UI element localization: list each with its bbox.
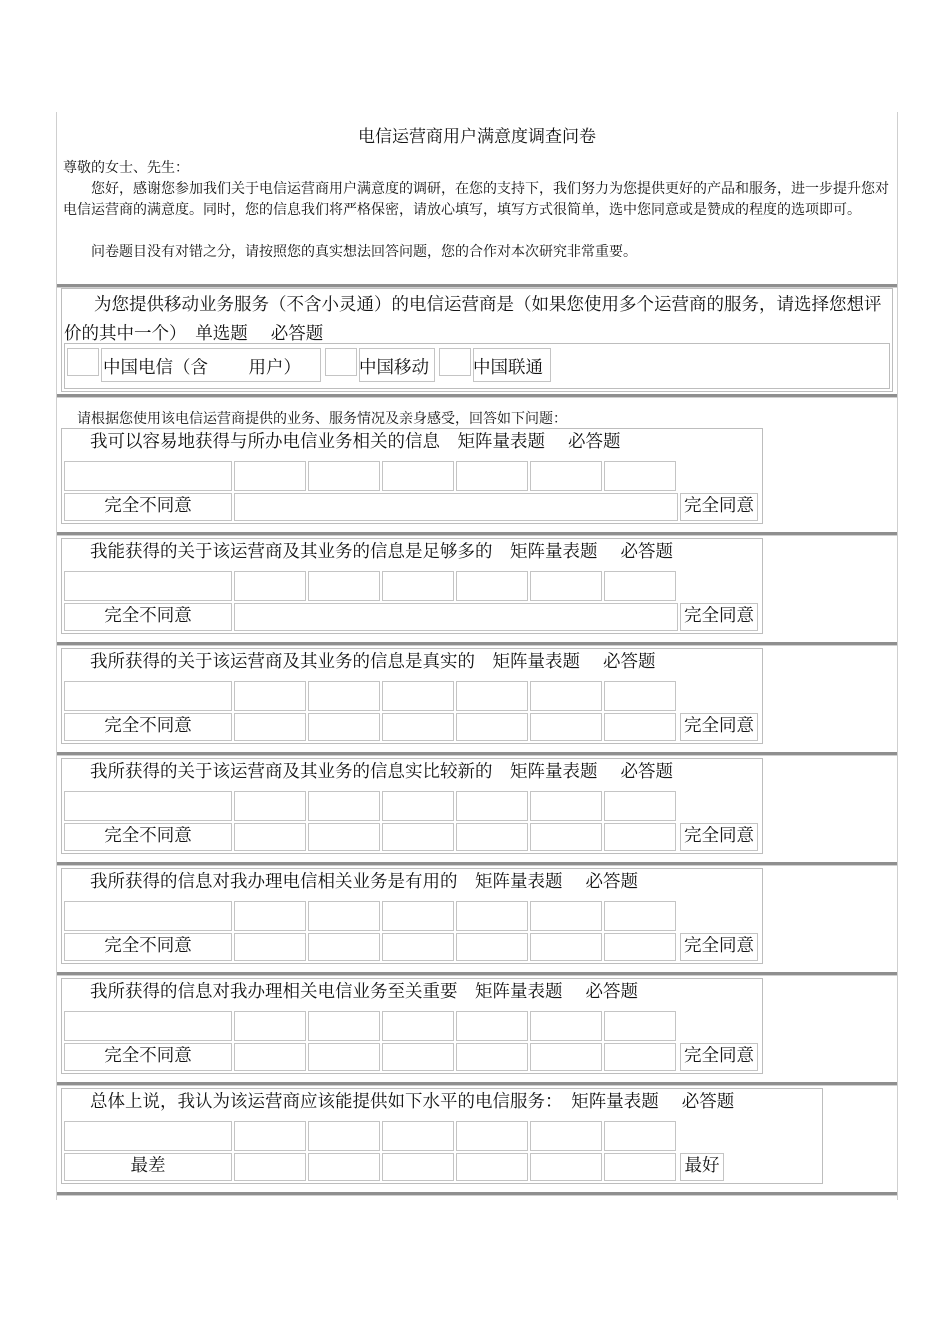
radio-china-unicom[interactable] <box>439 348 471 376</box>
matrix-question <box>61 1088 823 1184</box>
scale-radio-4[interactable] <box>456 823 528 851</box>
scale-option-1[interactable] <box>234 791 306 821</box>
scale-right-label: 完全同意 <box>684 936 754 956</box>
scale-cell <box>64 681 232 711</box>
matrix-question <box>61 538 763 634</box>
scale-option-4[interactable] <box>456 461 528 491</box>
scale-left-label: 最差 <box>130 1156 166 1176</box>
scale-option-2[interactable] <box>308 571 380 601</box>
option-label: 中国电信（含 用户） <box>103 358 302 378</box>
scale-radio-2[interactable] <box>308 933 380 961</box>
scale-radio-5[interactable] <box>530 1043 602 1071</box>
scale-left-label: 完全不同意 <box>104 606 192 626</box>
scale-radio-5[interactable] <box>530 823 602 851</box>
scale-option-5[interactable] <box>530 571 602 601</box>
scale-radio-3[interactable] <box>382 713 454 741</box>
scale-radio-3[interactable] <box>382 1153 454 1181</box>
scale-radio-3[interactable] <box>382 1043 454 1071</box>
scale-cell <box>64 1121 232 1151</box>
scale-option-4[interactable] <box>456 681 528 711</box>
scale-radio-2[interactable] <box>308 713 380 741</box>
scale-left-label: 完全不同意 <box>104 496 192 516</box>
scale-left-label: 完全不同意 <box>104 1046 192 1066</box>
survey-page <box>56 112 898 1200</box>
separator <box>57 1082 897 1086</box>
greeting: 尊敬的女士、先生： <box>63 160 189 176</box>
scale-radio-3[interactable] <box>382 933 454 961</box>
scale-option-4[interactable] <box>456 791 528 821</box>
scale-cell <box>64 901 232 931</box>
scale-radio-2[interactable] <box>308 1153 380 1181</box>
scale-radio-5[interactable] <box>530 713 602 741</box>
scale-radio-3[interactable] <box>382 823 454 851</box>
intro-paragraph: 您好，感谢您参加我们关于电信运营商用户满意度的调研，在您的支持下，我们努力为您提供更好的产品和服务，进一步提升您对电信运营商的满意度。同时，您的信息我们将严格保密，请放心填写，填写方式很简单，选中您同意或是赞成的程度的选项即可。 <box>63 181 889 218</box>
scale-option-5[interactable] <box>530 681 602 711</box>
scale-radio-1[interactable] <box>234 933 306 961</box>
scale-left-label: 完全不同意 <box>104 936 192 956</box>
scale-option-3[interactable] <box>382 461 454 491</box>
scale-radio-5[interactable] <box>530 933 602 961</box>
separator <box>57 642 897 646</box>
matrix-question <box>61 428 763 524</box>
scale-option-2[interactable] <box>308 1011 380 1041</box>
survey-title: 电信运营商用户满意度调查问卷 <box>358 127 596 147</box>
scale-option-1[interactable] <box>234 901 306 931</box>
separator <box>57 752 897 756</box>
scale-radio-6[interactable] <box>604 1043 676 1071</box>
scale-track <box>234 493 678 521</box>
scale-right-label: 完全同意 <box>684 1046 754 1066</box>
separator <box>57 972 897 976</box>
matrix-question-text: 我所获得的信息对我办理电信相关业务是有用的 矩阵量表题 必答题 <box>90 872 639 892</box>
separator <box>57 862 897 866</box>
option-label: 中国移动 <box>359 358 429 378</box>
scale-radio-2[interactable] <box>308 823 380 851</box>
radio-china-mobile[interactable] <box>325 348 357 376</box>
radio-china-telecom[interactable] <box>67 348 99 376</box>
blank-line <box>63 221 889 242</box>
scale-radio-6[interactable] <box>604 823 676 851</box>
scale-option-1[interactable] <box>234 571 306 601</box>
question-carrier <box>61 288 893 392</box>
scale-option-5[interactable] <box>530 461 602 491</box>
scale-option-3[interactable] <box>382 571 454 601</box>
scale-option-2[interactable] <box>308 1121 380 1151</box>
scale-cell <box>64 1011 232 1041</box>
scale-option-2[interactable] <box>308 791 380 821</box>
question-text: 为您提供移动业务服务（不含小灵通）的电信运营商是（如果您使用多个运营商的服务，请选择您想评价的其中一个） 单选题 必答题 <box>64 295 882 344</box>
carrier-options <box>64 343 890 389</box>
scale-left-label: 完全不同意 <box>104 826 192 846</box>
scale-option-5[interactable] <box>530 1011 602 1041</box>
scale-radio-6[interactable] <box>604 1153 676 1181</box>
scale-right-label: 完全同意 <box>684 716 754 736</box>
matrix-question-text: 我所获得的关于该运营商及其业务的信息实比较新的 矩阵量表题 必答题 <box>90 762 674 782</box>
scale-option-3[interactable] <box>382 791 454 821</box>
separator <box>57 1192 897 1196</box>
scale-track <box>234 603 678 631</box>
scale-option-6[interactable] <box>604 1121 676 1151</box>
scale-option-5[interactable] <box>530 791 602 821</box>
scale-right-label: 完全同意 <box>684 826 754 846</box>
scale-option-4[interactable] <box>456 901 528 931</box>
matrix-question <box>61 978 763 1074</box>
matrix-question <box>61 868 763 964</box>
scale-radio-5[interactable] <box>530 1153 602 1181</box>
scale-option-6[interactable] <box>604 571 676 601</box>
scale-cell <box>64 791 232 821</box>
scale-option-6[interactable] <box>604 791 676 821</box>
scale-option-4[interactable] <box>456 1011 528 1041</box>
matrix-question-text: 我能获得的关于该运营商及其业务的信息是足够多的 矩阵量表题 必答题 <box>90 542 674 562</box>
scale-right-label: 完全同意 <box>684 496 754 516</box>
scale-radio-6[interactable] <box>604 933 676 961</box>
scale-radio-1[interactable] <box>234 1043 306 1071</box>
scale-option-4[interactable] <box>456 571 528 601</box>
matrix-question-text: 我所获得的信息对我办理相关电信业务至关重要 矩阵量表题 必答题 <box>90 982 639 1002</box>
scale-radio-4[interactable] <box>456 1153 528 1181</box>
scale-cell <box>64 571 232 601</box>
survey-intro <box>63 158 889 263</box>
scale-cell <box>64 461 232 491</box>
scale-option-4[interactable] <box>456 1121 528 1151</box>
separator <box>57 394 897 398</box>
scale-option-3[interactable] <box>382 681 454 711</box>
note-paragraph: 问卷题目没有对错之分，请按照您的真实想法回答问题，您的合作对本次研究非常重要。 <box>91 244 637 260</box>
scale-radio-1[interactable] <box>234 1153 306 1181</box>
scale-radio-6[interactable] <box>604 713 676 741</box>
scale-option-2[interactable] <box>308 681 380 711</box>
matrix-question-text: 我所获得的关于该运营商及其业务的信息是真实的 矩阵量表题 必答题 <box>90 652 656 672</box>
scale-option-3[interactable] <box>382 901 454 931</box>
option-label: 中国联通 <box>473 358 543 378</box>
matrix-question-text: 总体上说，我认为该运营商应该能提供如下水平的电信服务： 矩阵量表题 必答题 <box>90 1092 735 1112</box>
scale-option-6[interactable] <box>604 681 676 711</box>
scale-option-5[interactable] <box>530 901 602 931</box>
scale-radio-1[interactable] <box>234 823 306 851</box>
matrix-question <box>61 758 763 854</box>
scale-option-6[interactable] <box>604 461 676 491</box>
scale-option-3[interactable] <box>382 1121 454 1151</box>
instruction: 请根据您使用该电信运营商提供的业务、服务情况及亲身感受，回答如下问题： <box>77 411 567 427</box>
scale-option-1[interactable] <box>234 1011 306 1041</box>
separator <box>57 532 897 536</box>
scale-left-label: 完全不同意 <box>104 716 192 736</box>
scale-option-2[interactable] <box>308 461 380 491</box>
matrix-question <box>61 648 763 744</box>
scale-option-2[interactable] <box>308 901 380 931</box>
scale-option-6[interactable] <box>604 1011 676 1041</box>
scale-radio-1[interactable] <box>234 713 306 741</box>
scale-option-1[interactable] <box>234 461 306 491</box>
scale-option-6[interactable] <box>604 901 676 931</box>
scale-option-1[interactable] <box>234 1121 306 1151</box>
scale-radio-4[interactable] <box>456 1043 528 1071</box>
scale-radio-2[interactable] <box>308 1043 380 1071</box>
scale-right-label: 完全同意 <box>684 606 754 626</box>
scale-option-3[interactable] <box>382 1011 454 1041</box>
matrix-question-text: 我可以容易地获得与所办电信业务相关的信息 矩阵量表题 必答题 <box>90 432 621 452</box>
scale-option-1[interactable] <box>234 681 306 711</box>
scale-radio-4[interactable] <box>456 933 528 961</box>
scale-option-5[interactable] <box>530 1121 602 1151</box>
scale-radio-4[interactable] <box>456 713 528 741</box>
scale-right-label: 最好 <box>684 1156 720 1176</box>
